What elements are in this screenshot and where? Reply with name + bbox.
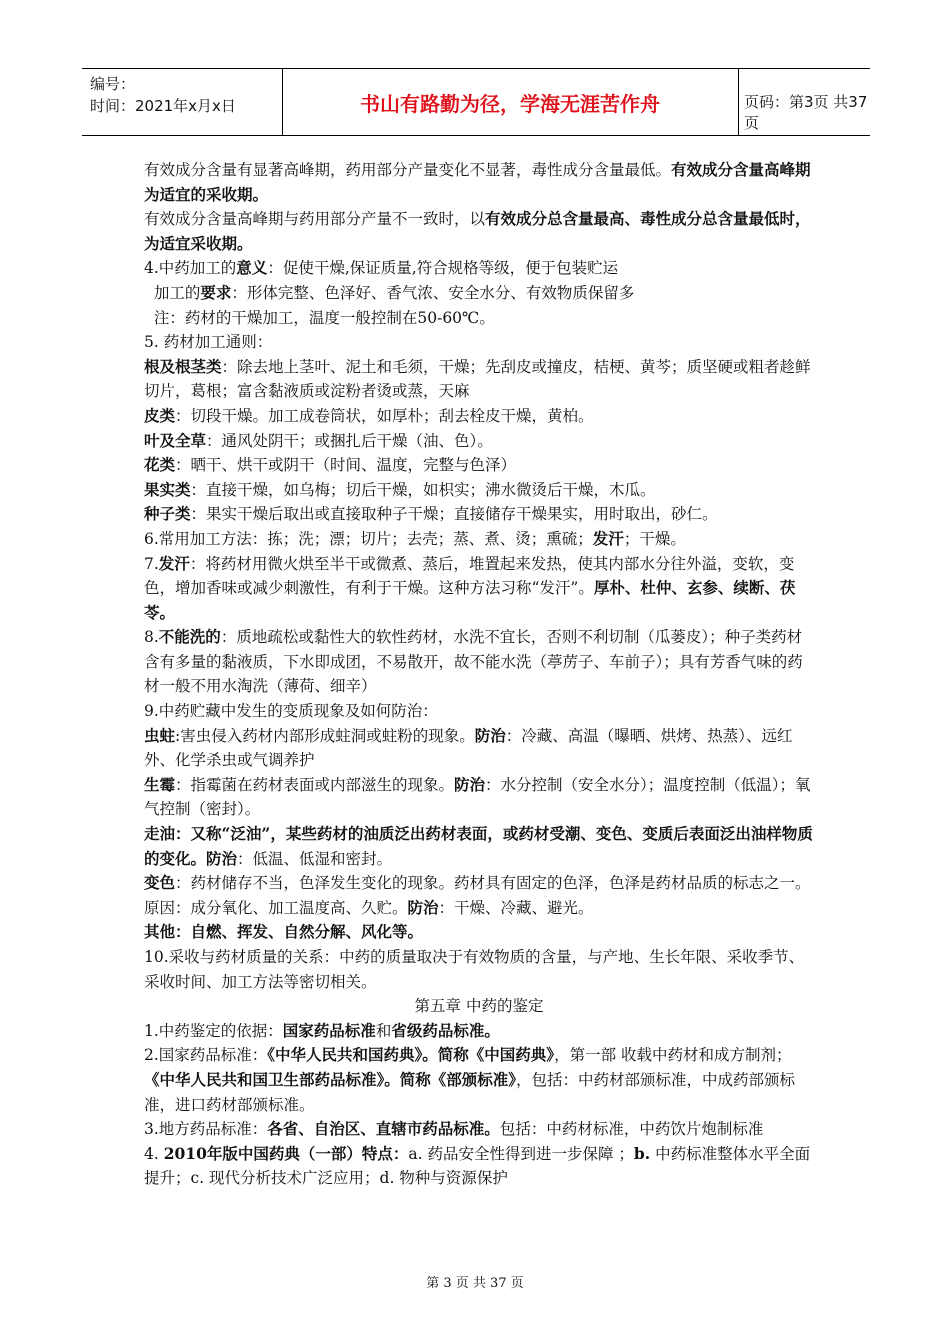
bold-text: 叶及全草 [144,430,207,450]
paragraph [144,207,814,256]
text: 有效成分含量高峰期与药用部分产量不一致时，以 [144,210,486,229]
text: ：低温、低湿和密封。 [237,849,393,868]
paragraph [144,1117,814,1142]
header-meta [90,73,236,117]
text: ：通风处阴干；或捆扎后干燥（油、色）。 [206,431,493,450]
paragraph [144,724,814,773]
text: ：果实干燥后取出或直接取种子干燥；直接储存干燥果实，用时取出，砂仁。 [190,505,718,524]
header-page-label: 页码：第3页 共37页 [744,93,868,132]
paragraph [144,453,814,478]
text: ：干燥、冷藏、避光。 [438,898,594,917]
text: 有效成分含量有显著高峰期，药用部分产量变化不显著，毒性成分含量最低。 [144,161,672,179]
bold-text: 变色 [144,873,176,893]
text: ：冷藏、高温（曝晒、烘烤、热蒸）、远红外、化学杀虫或气调养护 [144,726,793,770]
paragraph [144,527,814,552]
bold-text: 要求 [200,282,232,302]
text: 8. [144,628,159,647]
paragraph: 9.中药贮藏中发生的变质现象及如何防治： [144,702,438,721]
text: 4. [144,1144,164,1163]
text: ：指霉菌在药材表面或内部滋生的现象。 [175,775,455,794]
paragraph: 10.采收与药材质量的关系：中药的质量取决于有效物质的含量，与产地、生长年限、采收季节、采收时间、加工方法等密切相关。 [144,948,805,991]
paragraph [144,773,814,822]
bold-text: 省级药品标准。 [391,1020,500,1040]
text: 1.中药鉴定的依据： [144,1021,283,1040]
text: 7. [144,554,159,573]
paragraph: 5. 药材加工通则： [144,333,273,352]
paragraph [144,404,814,429]
number-label: 编号： [90,75,136,93]
text: ：切段干燥。加工成卷筒状，如厚朴；刮去栓皮干燥，黄柏。 [175,406,594,425]
text: ；干燥。 [623,529,686,548]
paragraph [144,158,814,207]
bold-text: 防治 [474,725,506,745]
paragraph [144,1142,814,1191]
paragraph [144,920,814,945]
bold-text: 生霉 [144,774,176,794]
bold-text: 各省、自治区、直辖市药品标准。 [267,1119,500,1139]
chapter-heading: 第五章 中药的鉴定 [414,997,544,1016]
paragraph [144,502,814,527]
text: ：促使干燥,保证质量,符合规格等级，便于包装贮运 [267,259,619,278]
bold-text: 防治 [454,774,486,794]
text: ：药材储存不当，色泽发生变化的现象。药材具有固定的色泽，色泽是药材品质的标志之一。原因：成分氧化、加工温度高、久贮。 [144,874,811,917]
text: ，包括：中药材部颁标准，中成药部颁标准，进口药材部颁标准。 [144,1070,796,1114]
date-label: 时间：2021年x月x日 [90,97,236,115]
text: a. 药品安全性得到进一步保障 ； [408,1144,634,1163]
bold-text: 花类 [144,455,176,475]
paragraph [144,1019,814,1044]
bold-text: 防治 [407,897,439,917]
paragraph: 注：药材的干燥加工，温度一般控制在50-60℃。 [144,308,495,327]
bold-text: 意义 [236,258,268,278]
bold-text: 有效成分总含量最高、毒性成分总含量最低时，为适宜采收期。 [144,209,811,253]
text: 4.中药加工的 [144,259,237,278]
paragraph [144,355,814,404]
bold-text: 不能洗的 [158,627,221,647]
text: ：质地疏松或黏性大的软性药材，水洗不宜长，否则不利切制（瓜蒌皮）；种子类药材含有多量的黏液质，下水即成团，不易散开，故不能水洗（葶苈子、车前子）；具有芳香气味的药材一般不用水淘洗（薄荷、细辛） [144,628,803,696]
page-footer: 第 3 页 共 37 页 [426,1276,524,1291]
bold-text: 果实类 [144,479,191,499]
text: 加工的 [144,283,201,302]
text: :害虫侵入药材内部形成蛀洞或蛀粉的现象。 [175,726,475,745]
bold-text: b. [633,1143,651,1163]
text: 6.常用加工方法：拣；洗；漂；切片；去壳；蒸、煮、烫；熏硫； [144,529,593,548]
text: 包括：中药材标准，中药饮片炮制标准 [499,1120,764,1139]
text: 中药标准整体水平全面提升；c. 现代分析技术广泛应用；d. 物种与资源保护 [144,1144,811,1188]
text: 3.地方药品标准： [144,1120,268,1139]
bold-text: 皮类 [144,405,176,425]
text: ：除去地上茎叶、泥土和毛须，干燥；先刮皮或撞皮，桔梗、黄芩；质坚硬或粗者趁鲜切片，葛根；富含黏液质或淀粉者烫或蒸，天麻 [144,357,811,401]
bold-text: 种子类 [144,504,191,524]
paragraph [144,256,814,281]
bold-text: 国家药品标准 [282,1020,376,1040]
bold-text: 虫蛀 [144,725,176,745]
paragraph [144,625,814,699]
paragraph [144,552,814,626]
header-motto: 书山有路勤为径，学海无涯苦作舟 [360,91,660,116]
paragraph [144,478,814,503]
paragraph [144,822,814,871]
bold-text: 厚朴、杜仲、玄参、续断、茯苓。 [144,578,796,622]
bold-text: 走油：又称“泛油”，某些药材的油质泛出药材表面，或药材受潮、变色、变质后表面泛出油样物质的变化。 [144,824,813,868]
bold-text: 2010年版中国药典（一部）特点： [163,1143,409,1163]
document-body [144,158,814,1191]
header-divider [738,69,739,135]
text: ：晒干、烘干或阴干（时间、温度，完整与色泽） [175,456,517,475]
paragraph [144,1043,814,1117]
text: ：水分控制（安全水分）；温度控制（低温）；氧气控制（密封）。 [144,775,811,819]
text: ：形体完整、色泽好、香气浓、安全水分、有效物质保留多 [231,283,635,302]
bold-text: 根及根茎类 [144,356,222,376]
bold-text: 其他：自燃、挥发、自然分解、风化等。 [144,922,424,942]
paragraph [144,871,814,920]
bold-text: 《中华人民共和国药典》。简称《中国药典》 [267,1045,555,1065]
text: ：将药材用微火烘至半干或微煮、蒸后，堆置起来发热，使其内部水分往外溢，变软，变色，增加香味或减少刺激性，有利于干燥。这种方法习称“发汗”。 [144,554,795,598]
text: 和 [375,1021,392,1040]
paragraph [144,429,814,454]
bold-text: 《中华人民共和国卫生部药品标准》。简称《部颁标准》 [144,1069,517,1089]
text: ，第一部 收载中药材和成方制剂； [554,1046,792,1065]
bold-text: 发汗 [158,553,190,573]
text: ：直接干燥，如乌梅；切后干燥，如枳实；沸水微烫后干燥，木瓜。 [190,480,656,499]
text: 2.国家药品标准： [144,1046,268,1065]
bold-text: 有效成分含量高峰期为适宜的采收期。 [144,160,811,204]
paragraph [144,281,814,306]
bold-text: 发汗 [592,528,624,548]
bold-text: 防治 [206,848,238,868]
page-header [82,68,870,136]
